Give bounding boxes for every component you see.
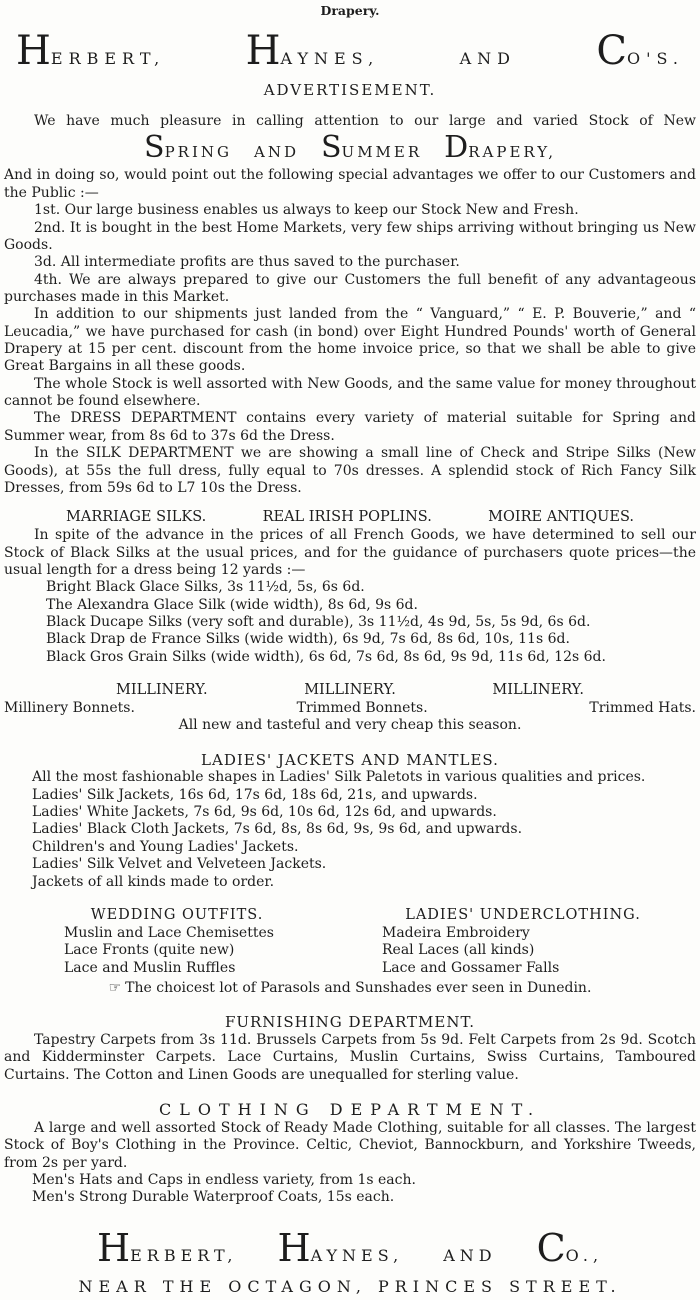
paragraph-dress-department: The DRESS DEPARTMENT contains every variety of material suitable for Spring and Summer wear, from 8s 6d to 37s 6d the Dress. (4, 410, 696, 444)
silk-price-item: The Alexandra Glace Silk (wide width), 8s 6d, 9s 6d. (46, 596, 418, 613)
wedding-item: Muslin and Lace Chemisettes (64, 924, 274, 941)
millinery-heading: MILLINERY. (304, 682, 396, 699)
banner-word-rest: PRING (164, 143, 232, 162)
underclothing-item: Madeira Embroidery (382, 924, 530, 941)
banner-word (254, 145, 299, 160)
banner-word-rest: UMMER (341, 143, 423, 162)
masthead-word (596, 27, 684, 74)
footer-word (536, 1225, 604, 1270)
silk-price-item: Bright Black Glace Silks, 3s 11½d, 5s, 6s 6d. (46, 579, 365, 596)
footer-word-rest: AND (443, 1245, 497, 1265)
millinery-column: Trimmed Bonnets. (296, 700, 428, 717)
drop-cap: H (277, 1225, 311, 1270)
banner-word (444, 130, 556, 166)
drop-cap: H (96, 1225, 131, 1270)
banner-word (144, 130, 232, 166)
wedding-item: Lace Fronts (quite new) (64, 942, 235, 959)
advantage-item: 3d. All intermediate profits are thus saved to the purchaser. (34, 254, 460, 271)
jackets-section-title: LADIES' JACKETS AND MANTLES. (201, 750, 499, 769)
silk-price-item: Black Drap de France Silks (wide width), 6s 9d, 7s 6d, 8s 6d, 10s, 11s 6d. (46, 631, 570, 648)
silk-intro: In spite of the advance in the prices of all French Goods, we have determined to sell our Stock of Black Silks at the usual prices, and for the guidance of purchasers quote prices—the usual length for a dress being 12 yards :— (4, 527, 696, 578)
drop-cap: S (144, 130, 165, 166)
silk-price-item: Black Ducape Silks (very soft and durable), 3s 11½d, 4s 9d, 5s, 5s 9d, 6s 6d. (46, 614, 591, 631)
paragraph-stock: The whole Stock is well assorted with New Goods, and the same value for money throughout cannot be found elsewhere. (4, 375, 696, 410)
footer-word-rest: O., (565, 1245, 604, 1265)
drop-cap: C (536, 1225, 566, 1270)
footer-word (443, 1245, 497, 1265)
underclothing-item: Real Laces (all kinds) (382, 942, 535, 959)
spring-summer-banner (4, 130, 696, 166)
masthead-word-rest: O'S. (626, 48, 684, 68)
drop-cap: S (320, 130, 342, 166)
wedding-item: Lace and Muslin Ruffles (64, 959, 236, 976)
paragraph-silk-department: In the SILK DEPARTMENT we are showing a small line of Check and Stripe Silks (New Goods), at 55s the full dress, fully equal to 70s dresses. A splendid stock of Rich Fancy Silk Dresses, from 59s 6d to L7 10s the Dress. (4, 445, 696, 496)
column-header: Drapery. (320, 3, 380, 18)
underclothing-title: LADIES' UNDERCLOTHING. (405, 906, 641, 923)
jacket-item: Ladies' White Jackets, 7s 6d, 9s 6d, 10s 6d, 12s 6d, and upwards. (32, 804, 497, 821)
millinery-heading: MILLINERY. (492, 682, 584, 699)
intro-lead: We have much pleasure in calling attention to our large and varied Stock of New (34, 113, 696, 130)
footer-word (277, 1225, 404, 1270)
millinery-headings-row (116, 682, 584, 700)
millinery-heading: MILLINERY. (116, 682, 208, 699)
clothing-item: Men's Hats and Caps in endless variety, from 1s each. (32, 1171, 416, 1188)
footer-word (96, 1225, 238, 1270)
footer-word-rest: AYNES, (310, 1245, 404, 1265)
wedding-outfits-title: WEDDING OUTFITS. (90, 906, 264, 923)
parasol-note (4, 980, 696, 997)
masthead (4, 27, 696, 74)
parasol-note-text: The choicest lot of Parasols and Sunshades ever seen in Dunedin. (125, 979, 592, 996)
clothing-title: CLOTHING DEPARTMENT. (158, 1100, 542, 1119)
banner-word-rest: RAPERY, (468, 143, 556, 162)
underclothing-column (350, 907, 696, 977)
advantage-item: 2nd. It is bought in the best Home Markets, very few ships arriving without bringing us New Goods. (4, 219, 696, 253)
millinery-column: Millinery Bonnets. (4, 700, 135, 717)
masthead-word-rest: AYNES, (280, 48, 380, 68)
footer-masthead (4, 1225, 696, 1270)
silk-price-item: Black Gros Grain Silks (wide width), 6s 6d, 7s 6d, 8s 6d, 9s 9d, 11s 6d, 12s 6d. (46, 648, 606, 665)
drop-cap: H (16, 27, 51, 74)
masthead-word (245, 27, 380, 74)
footer-address: NEAR THE OCTAGON, PRINCES STREET. (78, 1276, 622, 1296)
masthead-word (16, 27, 166, 74)
underclothing-item: Lace and Gossamer Falls (382, 959, 560, 976)
banner-word-rest: AND (254, 143, 299, 162)
pointing-hand-icon: ☞ (108, 979, 122, 996)
outfits-section (4, 907, 696, 977)
advantage-item: 1st. Our large business enables us always to keep our Stock New and Fresh. (34, 202, 579, 219)
silk-headings-row (4, 509, 696, 527)
masthead-word-rest: AND (459, 48, 516, 68)
drop-cap: D (444, 130, 469, 166)
jacket-item: Jackets of all kinds made to order. (32, 873, 275, 890)
jacket-item: All the most fashionable shapes in Ladies' Silk Paletots in various qualities and prices. (32, 769, 646, 786)
footer-word-rest: ERBERT, (130, 1245, 238, 1265)
intro-continuation: And in doing so, would point out the following special advantages we offer to our Customers and the Public :— (4, 167, 696, 201)
millinery-tagline: All new and tasteful and very cheap this season. (178, 717, 522, 734)
masthead-word (459, 48, 516, 68)
clothing-item: Men's Strong Durable Waterproof Coats, 15s each. (32, 1189, 395, 1206)
jacket-item: Ladies' Black Cloth Jackets, 7s 6d, 8s, 8s 6d, 9s, 9s 6d, and upwards. (32, 821, 523, 838)
jacket-item: Ladies' Silk Velvet and Velveteen Jackets. (32, 856, 327, 873)
drop-cap: C (596, 27, 627, 74)
jacket-item: Children's and Young Ladies' Jackets. (32, 838, 299, 855)
furnishing-title: FURNISHING DEPARTMENT. (224, 1013, 476, 1032)
masthead-word-rest: ERBERT, (50, 48, 166, 68)
millinery-column: Trimmed Hats. (589, 700, 696, 717)
millinery-columns-row (4, 700, 696, 717)
furnishing-body: Tapestry Carpets from 3s 11d. Brussels Carpets from 5s 9d. Felt Carpets from 2s 9d. Scotch and Kidderminster Carpets. Lace Curtains, Muslin Curtains, Swiss Curtains, Tamboured Curtains. The Cotton and Linen Goods are unequalled for sterling value. (4, 1031, 696, 1083)
silk-heading: REAL IRISH POPLINS. (262, 509, 432, 526)
jacket-item: Ladies' Silk Jackets, 16s 6d, 17s 6d, 18s 6d, 21s, and upwards. (32, 786, 478, 803)
silk-heading: MOIRE ANTIQUES. (488, 509, 634, 526)
advertisement-label: ADVERTISEMENT. (263, 80, 437, 99)
banner-word (320, 130, 423, 166)
paragraph-shipments: In addition to our shipments just landed from the “ Vanguard,” “ E. P. Bouverie,” and “ Leucadia,” we have purchased for cash (in bond) over Eight Hundred Pounds' worth of General Drapery at 15 per cent. discount from the home invoice price, so that we shall be able to give Great Bargains in all these goods. (4, 306, 696, 375)
clothing-body: A large and well assorted Stock of Ready Made Clothing, suitable for all classes. The largest Stock of Boy's Clothing in the Province. Celtic, Cheviot, Bannockburn, and Yorkshire Tweeds, from 2s per yard. (4, 1119, 696, 1171)
drop-cap: H (245, 27, 281, 74)
wedding-outfits-column (4, 907, 350, 977)
silk-heading: MARRIAGE SILKS. (66, 509, 207, 526)
advantage-item: 4th. We are always prepared to give our Customers the full benefit of any advantageous purchases made in this Market. (4, 271, 696, 305)
